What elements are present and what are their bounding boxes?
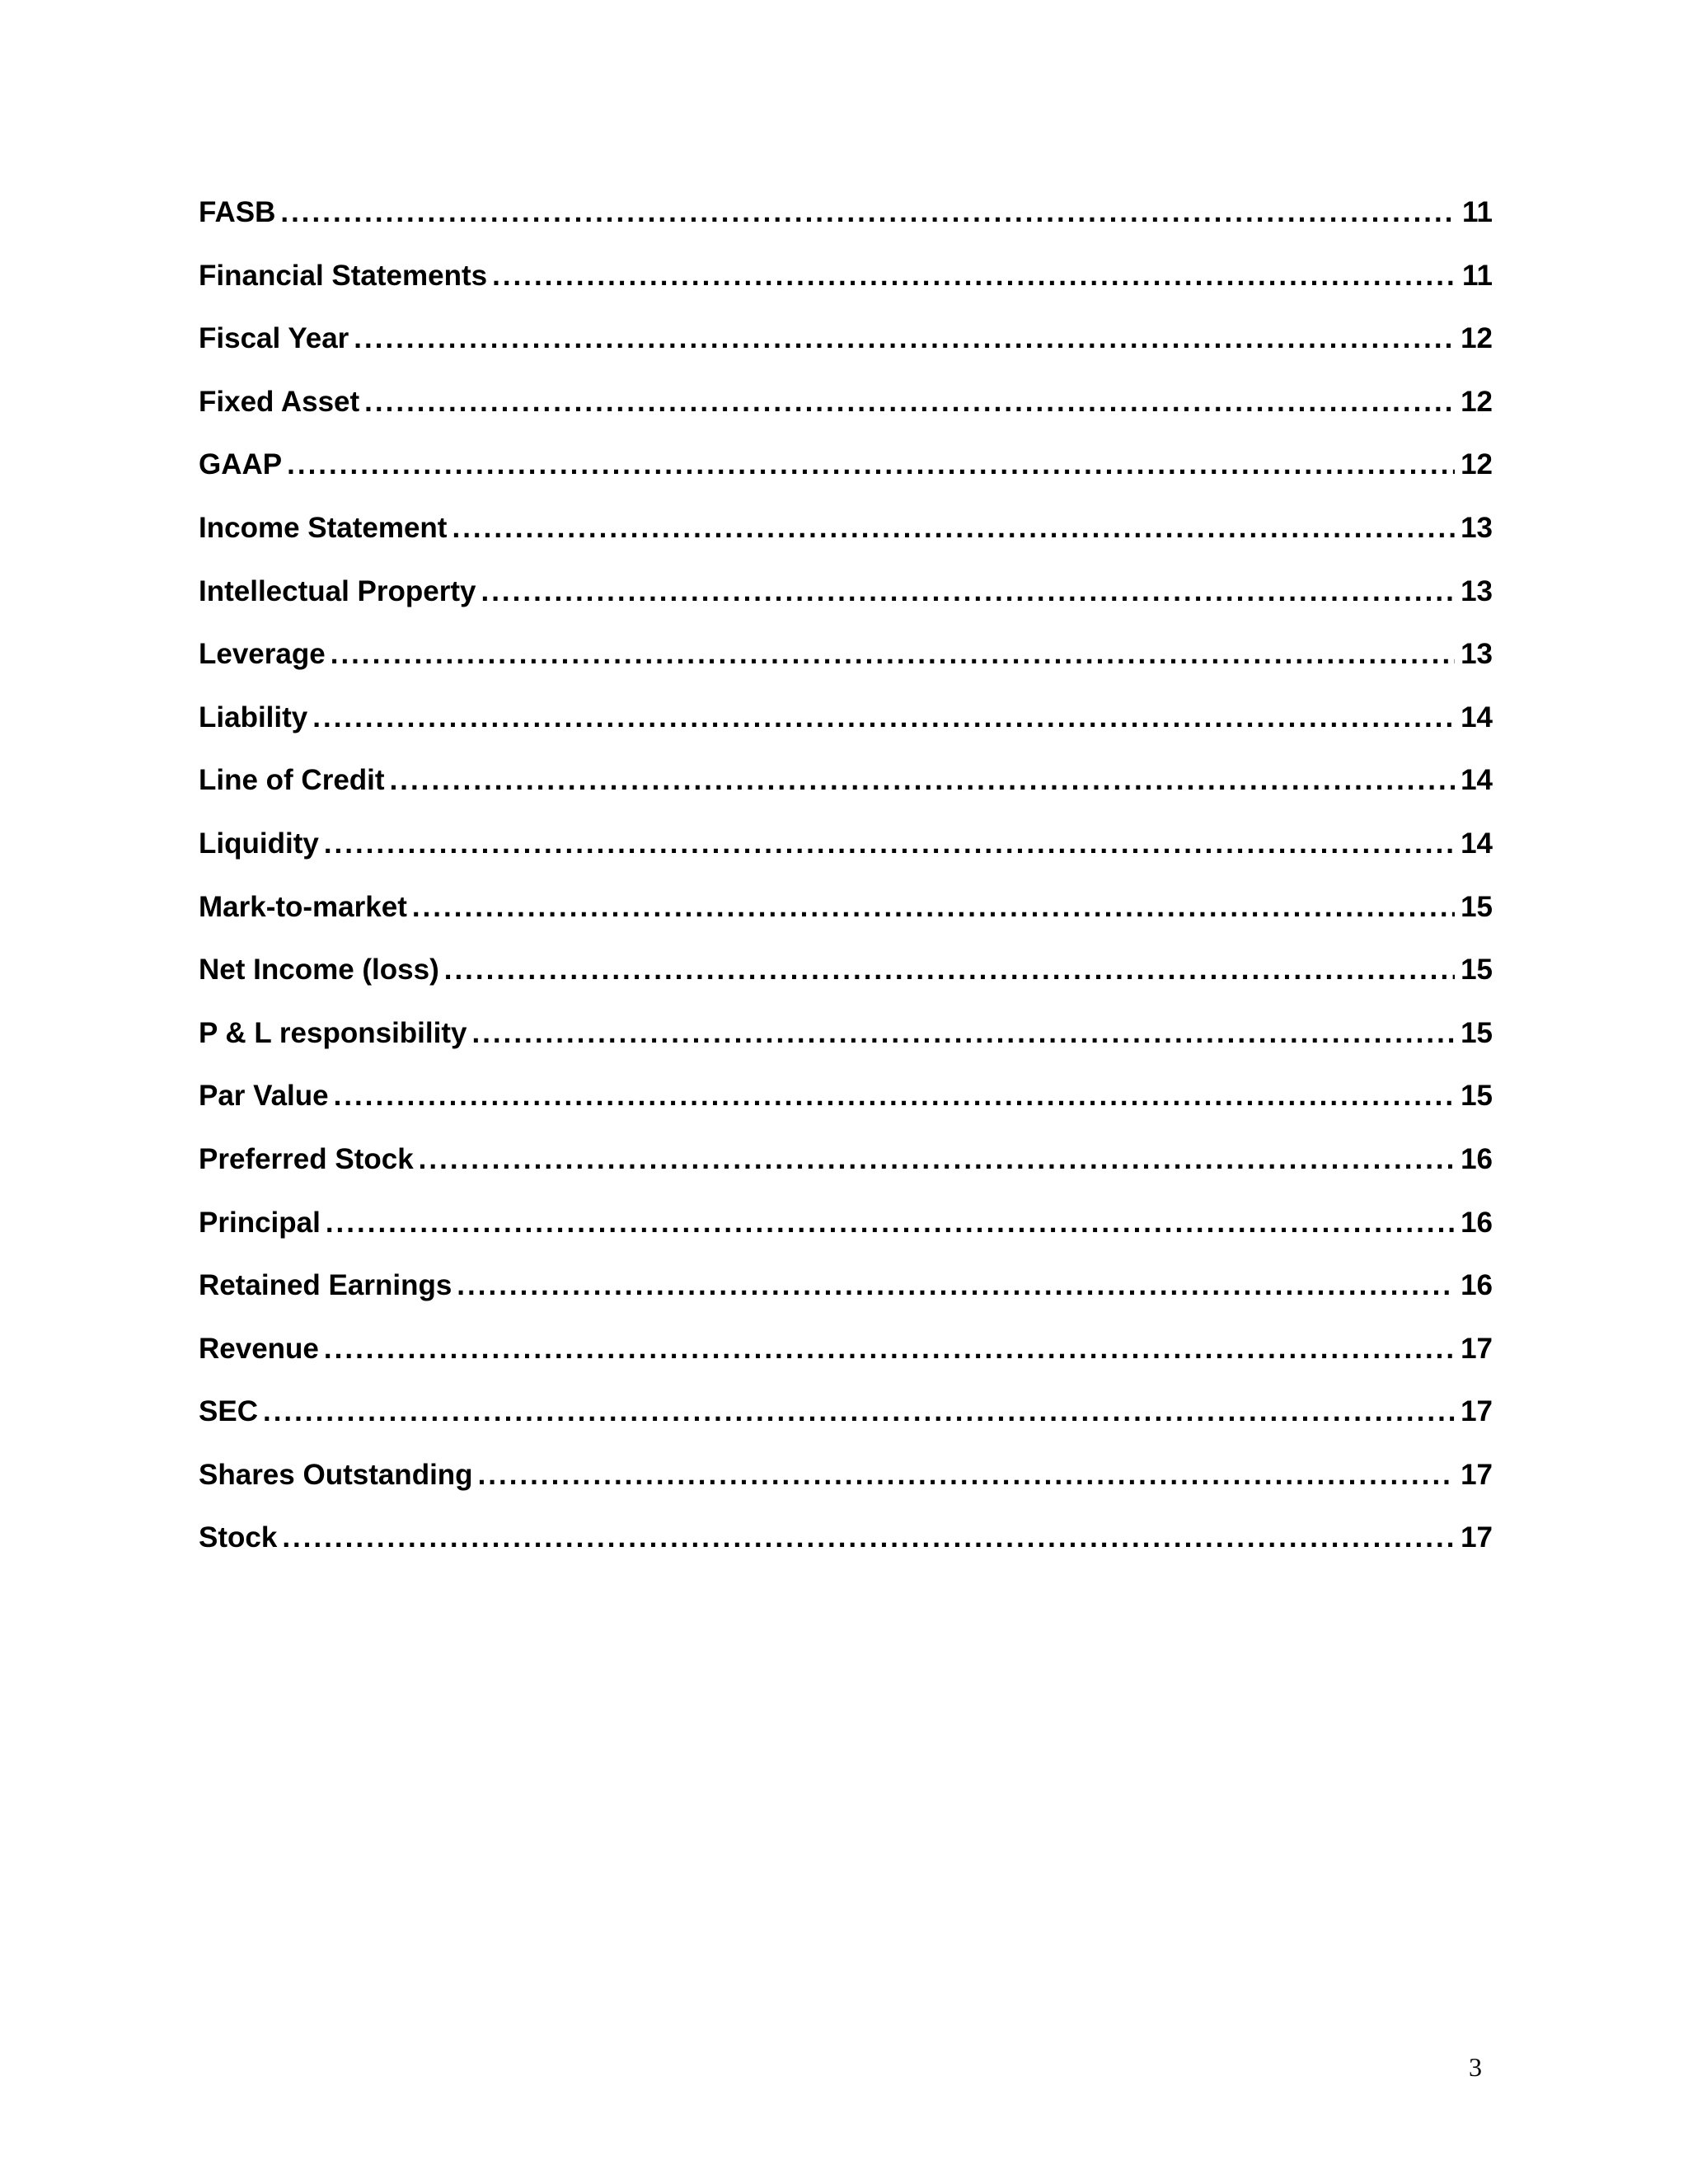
toc-entry[interactable]	[199, 1208, 1493, 1272]
toc-entry-label: Income Statement	[199, 511, 448, 544]
toc-entry-label: Shares Outstanding	[199, 1458, 473, 1491]
toc-dot-leader	[354, 324, 1455, 353]
toc-dot-leader	[478, 1460, 1455, 1489]
toc-entry-label: Liquidity	[199, 827, 319, 860]
page-number: 3	[1469, 2052, 1482, 2082]
toc-entry-page: 13	[1461, 574, 1493, 607]
toc-entry[interactable]	[199, 766, 1493, 829]
toc-entry[interactable]	[199, 513, 1493, 577]
toc-entry-label: Liability	[199, 701, 308, 733]
toc-entry[interactable]	[199, 1081, 1493, 1145]
toc-entry-page: 14	[1461, 764, 1493, 797]
toc-entry-page: 14	[1461, 827, 1493, 860]
toc-entry-label: Stock	[199, 1521, 278, 1554]
toc-dot-leader	[364, 387, 1455, 416]
toc-entry[interactable]	[199, 1334, 1493, 1398]
toc-entry-label: Line of Credit	[199, 764, 385, 797]
toc-entry[interactable]	[199, 1016, 1493, 1082]
toc-entry-page: 12	[1461, 322, 1493, 355]
toc-entry[interactable]	[199, 890, 1493, 956]
toc-dot-leader	[282, 1523, 1455, 1552]
toc-entry-page: 16	[1461, 1206, 1493, 1239]
toc-dot-leader	[280, 198, 1455, 227]
table-of-contents	[199, 198, 1493, 1586]
toc-entry-page: 17	[1461, 1458, 1493, 1491]
toc-dot-leader	[412, 893, 1455, 921]
toc-entry-page: 17	[1461, 1395, 1493, 1428]
toc-dot-leader	[419, 1145, 1455, 1174]
toc-entry[interactable]	[199, 261, 1493, 325]
toc-entry-label: Financial Statements	[199, 259, 488, 292]
toc-entry-label: SEC	[199, 1395, 258, 1428]
toc-dot-leader	[331, 640, 1455, 668]
toc-entry-label: Intellectual Property	[199, 574, 476, 607]
toc-entry[interactable]	[199, 324, 1493, 387]
toc-dot-leader	[492, 261, 1455, 290]
toc-entry-label: Net Income (loss)	[199, 954, 439, 987]
toc-entry[interactable]	[199, 829, 1493, 893]
toc-entry-label: GAAP	[199, 448, 283, 481]
toc-entry-page: 15	[1461, 1080, 1493, 1113]
toc-entry-label: Leverage	[199, 638, 326, 671]
toc-dot-leader	[324, 1334, 1455, 1363]
toc-dot-leader	[444, 955, 1455, 984]
toc-entry[interactable]	[199, 955, 1493, 1019]
toc-entry[interactable]	[199, 1460, 1493, 1524]
toc-dot-leader	[263, 1397, 1455, 1426]
toc-dot-leader	[471, 1019, 1455, 1047]
toc-entry[interactable]	[199, 1397, 1493, 1460]
toc-entry-label: Par Value	[199, 1080, 329, 1113]
toc-dot-leader	[481, 577, 1455, 606]
toc-entry[interactable]	[199, 387, 1493, 451]
toc-entry-label: Fiscal Year	[199, 322, 349, 355]
toc-entry-page: 12	[1461, 448, 1493, 481]
toc-entry-label: Mark-to-market	[199, 890, 407, 923]
toc-entry-label: FASB	[199, 196, 276, 228]
toc-entry-label: Preferred Stock	[199, 1142, 414, 1175]
toc-entry-page: 12	[1461, 385, 1493, 418]
toc-entry[interactable]	[199, 640, 1493, 703]
toc-entry-page: 13	[1461, 511, 1493, 544]
toc-entry[interactable]	[199, 198, 1493, 261]
toc-entry-page: 15	[1461, 1016, 1493, 1049]
toc-entry-page: 13	[1461, 638, 1493, 671]
toc-dot-leader	[312, 703, 1455, 732]
toc-entry[interactable]	[199, 1142, 1493, 1208]
toc-entry-page: 17	[1461, 1521, 1493, 1554]
toc-entry-page: 11	[1462, 259, 1493, 292]
toc-entry[interactable]	[199, 1271, 1493, 1334]
toc-dot-leader	[334, 1081, 1455, 1110]
toc-entry-page: 16	[1461, 1269, 1493, 1302]
toc-entry[interactable]	[199, 1523, 1493, 1586]
toc-entry-page: 11	[1462, 196, 1493, 228]
toc-entry[interactable]	[199, 450, 1493, 513]
toc-entry-page: 16	[1461, 1142, 1493, 1175]
toc-entry-label: P & L responsibility	[199, 1016, 467, 1049]
toc-entry-label: Fixed Asset	[199, 385, 360, 418]
toc-dot-leader	[326, 1208, 1455, 1237]
toc-dot-leader	[287, 450, 1455, 479]
toc-entry-page: 15	[1461, 954, 1493, 987]
toc-dot-leader	[457, 1271, 1455, 1300]
toc-entry[interactable]	[199, 703, 1493, 766]
toc-entry-label: Revenue	[199, 1332, 319, 1365]
toc-entry-label: Principal	[199, 1206, 321, 1239]
toc-entry[interactable]	[199, 574, 1493, 640]
toc-dot-leader	[452, 513, 1455, 542]
toc-entry-label: Retained Earnings	[199, 1269, 452, 1302]
toc-dot-leader	[324, 829, 1455, 858]
toc-dot-leader	[390, 766, 1455, 794]
toc-entry-page: 15	[1461, 890, 1493, 923]
toc-entry-page: 14	[1461, 701, 1493, 733]
toc-entry-page: 17	[1461, 1332, 1493, 1365]
